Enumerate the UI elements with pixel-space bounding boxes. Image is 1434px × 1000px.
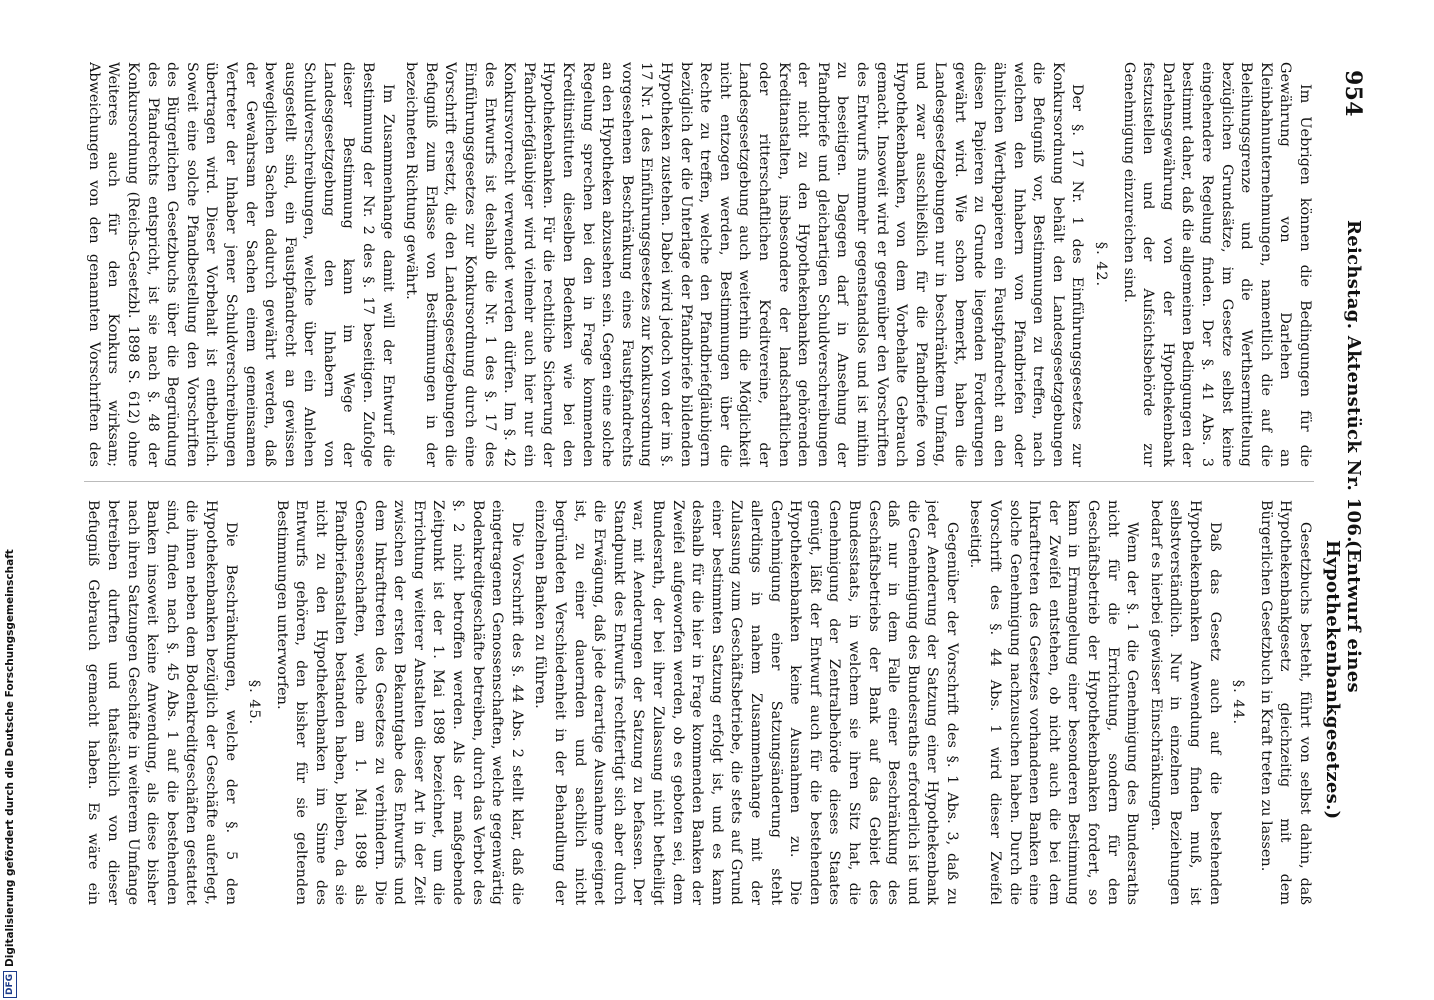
digitisation-note-text: Digitalisierung gefördert durch die Deutsche Forschungsgemeinschaft — [4, 549, 16, 967]
side-strip — [0, 0, 22, 1000]
right-text-column — [84, 500, 1314, 905]
paragraph: Gegenüber der Vorschrift des §. 1 Abs. 3, daß zu jeder Aenderung der Satzung einer Hypothekenbank die Genehmigung des Bundesraths erforderlich ist und daß nur in dem Falle einer Beschränkung des Geschäftsbetriebs der Bank auf das Gebiet des Bundesstaats, in welchem sie ihren Sitz hat, die Genehmigung der Zentralbehörde dieses Staates genügt, läßt der Entwurf auch für die bestehenden Hypothekenbanken keine Ausnahmen zu. Die Genehmigung einer Satzungsänderung steht allerdings in nahem Zusammenhange mit der Zulassung zum Geschäftsbetriebe, die stets auf Grund einer bestimmten Satzung erfolgt ist, und es kann deshalb für die hier in Frage kommenden Banken der Zweifel aufgeworfen werden, ob es geboten sei, dem Bundesrath, der bei ihrer Zulassung nicht betheiligt war, mit Aenderungen der Satzung zu befassen. Der Standpunkt des Entwurfs rechtfertigt sich aber durch die Erwägung, daß jede derartige Ausnahme geeignet ist, zu einer dauernden und sachlich nicht begründeten Verschiedenheit in der Behandlung der einzelnen Banken zu führen. — [532, 500, 960, 905]
running-title: Reichstag. Aktenstück Nr. 106. — [1343, 220, 1364, 543]
paragraph: Im Uebrigen können die Bedingungen für die Gewährung von Darlehen an Kleinbahnunternehmungen, namentlich die auf die Beleihungsgrenze und die Werthsermittelung bezüglichen Grundsätze, im Gesetze selbst keine eingehendere Regelung finden. Der §. 41 Abs. 3 bestimmt daher, daß die allgemeinen Bedingungen der Darlehnsgewährung von der Hypothekenbank festzustellen und der Aufsichtsbehörde zur Genehmigung einzureichen sind. — [1120, 62, 1313, 467]
page-number: 954 — [1340, 70, 1366, 117]
section-heading: §. 42. — [1093, 241, 1110, 288]
digitisation-note — [2, 8, 18, 998]
paragraph: Die Vorschrift des §. 44 Abs. 2 stellt klar, daß die eingetragenen Genossenschaften, welche gegenwärtig Bodenkreditgeschäfte betreiben, durch das Verbot des §. 2 nicht betroffen werden. Als der maßgebende Zeitpunkt ist der 1. Mai 1898 bezeichnet, um die Errichtung weiterer Anstalten dieser Art in der Zeit zwischen der ersten Bekanntgabe des Entwurfs und dem Inkrafttreten des Gesetzes zu verhindern. Die Genossenschaften, welche am 1. Mai 1898 als Pfandbriefanstalten bestanden haben, bleiben, da sie nicht zu den Hypothekenbanken im Sinne des Entwurfs gehören, den bisher für sie geltenden Bestimmungen unterworfen. — [273, 500, 525, 905]
page-header — [1322, 70, 1366, 950]
running-subtitle: (Entwurf eines Hypothekenbankgesetzes.) — [1322, 540, 1364, 820]
section-heading: §. 44. — [1230, 679, 1247, 726]
column-divider — [84, 481, 1314, 482]
paragraph: Im Zusammenhange damit will der Entwurf die Bestimmung der Nr. 2 des §. 17 beseitigen. Zufolge dieser Bestimmung kann im Wege der Landesgesetzgebung den Inhabern von Schuldverschreibungen, welche über ein Anlehen ausgestellt sind, ein Faustpfandrecht an gewissen beweglichen Sachen dadurch gewährt werden, daß der Gewahrsam der Sachen einem gemeinsamen Vertreter der Inhaber jener Schuldverschreibungen übertragen wird. Dieser Vorbehalt ist entbehrlich. Soweit eine solche Pfandbestellung den Vorschriften des Bürgerlichen Gesetzbuchs über die Begründung des Pfandrechts entspricht, ist sie nach §. 48 der Konkursordnung (Reichs-Gesetzbl. 1898 S. 612) ohne Weiteres auch für den Konkurs wirksam; Abweichungen von den genannten Vorschriften des — [85, 62, 396, 467]
paragraph: Wenn der §. 1 die Genehmigung des Bundesraths nicht für die Errichtung, sondern für den Geschäftsbetrieb der Hypothekenbanken fordert, so kann in Ermangelung einer besonderen Bestimmung der Zweifel entstehen, ob nicht auch die bei dem Inkrafttreten des Gesetzes vorhandenen Banken eine solche Genehmigung nachzusuchen haben. Durch die Vorschrift des §. 44 Abs. 1 wird dieser Zweifel beseitigt. — [967, 500, 1141, 905]
paragraph: Die Beschränkungen, welche der §. 5 den Hypothekenbanken bezüglich der Geschäfte auferlegt, die ihnen neben dem Bodenkreditgeschäften gestattet sind, finden nach §. 45 Abs. 1 auf die bestehenden Banken insoweit keine Anwendung, als diese bisher nach ihren Satzungen Geschäfte in weiterem Umfange betreiben durften und thatsächlich von dieser Befugniß Gebrauch gemacht haben. Es wäre ein — [85, 500, 239, 905]
dfg-logo: DFG — [3, 971, 17, 998]
paragraph: Der §. 17 Nr. 1 des Einführungsgesetzes zur Konkursordnung behält den Landesgesetzgebungen die Befugniß vor, Bestimmungen zu treffen, nach welchen den Inhabern von Pfandbriefen oder ähnlichen Werthpapieren ein Faustpfandrecht an den diesen Papieren zu Grunde liegenden Forderungen gewährt wird. Wie schon bemerkt, haben die Landesgesetzgebungen nur in beschränktem Umfang, und zwar ausschließlich für die Pfandbriefe von Hypothekenbanken, von dem Vorbehalte Gebrauch gemacht. Insoweit wird er gegenüber den Vorschriften des Entwurfs nunmehr gegenstandslos und ist mithin zu beseitigen. Dagegen darf in Ansehung der Pfandbriefe und gleichartigen Schuldverschreibungen der nicht zu den Hypothekenbanken gehörenden Kreditanstalten, insbesondere der landschaftlichen oder ritterschaftlichen Kreditvereine, der Landesgesetzgebung auch weiterhin die Möglichkeit nicht entzogen werden, Bestimmungen über die Rechte zu treffen, welche den Pfandbriefgläubigern bezüglich der die Unterlage der Pfandbriefe bildenden Hypotheken zustehen. Dabei wird jedoch von der im §. 17 Nr. 1 des Einführungsgesetzes zur Konkursordnung vorgesehenen Beschränkung eines Faustpfandrechts an den Hypotheken abzusehen sein. Gegen eine solche Regelung sprechen bei den in Frage kommenden Kreditinstituten dieselben Bedenken wie bei den Hypothekenbanken. Für die rechtliche Sicherung der Pfandbriefgläubiger wird vielmehr auch hier nur ein Konkursvorrecht verwendet werden dürfen. Im §. 42 des Entwurfs ist deshalb die Nr. 1 des §. 17 des Einführungsgesetzes zur Konkursordnung durch eine Vorschrift ersetzt, die den Landesgesetzgebungen die Befugniß zum Erlasse von Bestimmungen in der bezeichneten Richtung gewährt. — [403, 62, 1086, 467]
section-heading: §. 45. — [246, 679, 263, 726]
paragraph: Gesetzbuchs besteht, führt von selbst dahin, daß Hypothekenbankgesetz gleichzeitig mit dem Bürgerlichen Gesetzbuch in Kraft treten zu lassen. — [1257, 500, 1313, 905]
left-text-column — [84, 62, 1314, 467]
paragraph: Daß das Gesetz auch auf die bestehenden Hypothekenbanken Anwendung finden muß, ist selbstverständlich. Nur in einzelnen Beziehungen bedarf es hierbei gewisser Einschränkungen. — [1147, 500, 1223, 905]
